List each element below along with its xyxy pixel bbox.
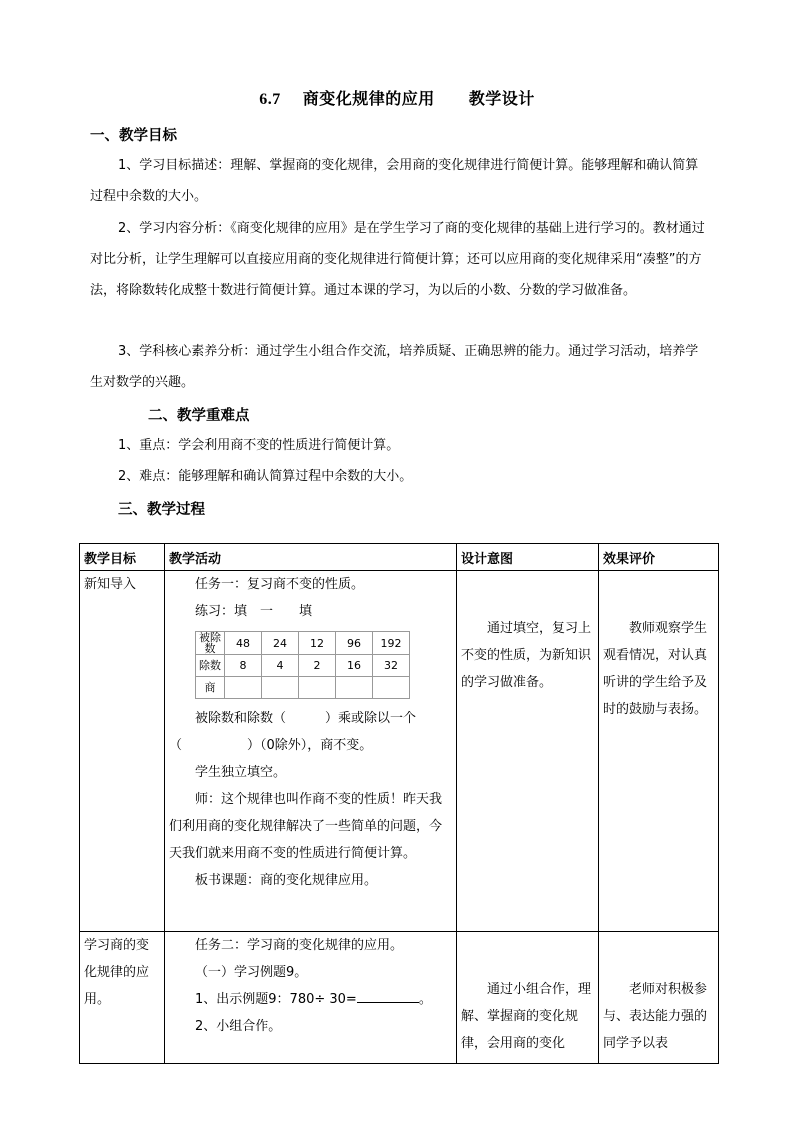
title-name: 商变化规律的应用 (302, 89, 435, 108)
row2-goal: 学习商的变化规律的应用。 (80, 932, 165, 1064)
fill-cell: 96 (336, 632, 373, 655)
fill-label: 商 (196, 677, 225, 699)
row2-evaluation: 老师对积极参与、表达能力强的同学予以表 (599, 932, 719, 1064)
objective-3: 3、学科核心素养分析：通过学生小组合作交流，培养质疑、正确思辨的能力。通过学习活动，培养学生对数学的兴趣。 (90, 344, 699, 390)
row2-intent: 通过小组合作，理解、掌握商的变化规律，会用商的变化 (457, 932, 599, 1064)
row2-activity (165, 932, 457, 1064)
title-number: 6.7 (259, 91, 281, 108)
row2-line: 任务二：学习商的变化规律的应用。 (195, 938, 404, 953)
objective-1: 1、学习目标描述：理解、掌握商的变化规律，会用商的变化规律进行简便计算。能够理解和确认简算过程中余数的大小。 (90, 158, 699, 204)
row1-line: 师：这个规律也叫作商不变的性质！昨天我们利用商的变化规律解决了一些简单的问题，今天我们就来用商不变的性质进行简便计算。 (169, 792, 443, 861)
fill-blank-cell (336, 677, 373, 699)
section-heading-process: 三、教学过程 (118, 502, 205, 518)
fill-in-table (195, 631, 410, 699)
row2-line: 2、小组合作。 (195, 1019, 282, 1034)
example-9-expression: 1、出示例题9：780÷ 30= (195, 992, 357, 1007)
fill-cell: 4 (262, 655, 299, 677)
section-heading-key-points: 二、教学重难点 (148, 408, 250, 424)
fill-cell: 48 (225, 632, 262, 655)
table-row (80, 571, 719, 932)
fill-label: 除数 (196, 655, 225, 677)
row2-line: （一）学习例题9。 (195, 965, 308, 980)
section-heading-objectives: 一、教学目标 (90, 128, 177, 144)
fill-blank-cell (299, 677, 336, 699)
fill-cell: 24 (262, 632, 299, 655)
row1-line: 学生独立填空。 (195, 765, 287, 780)
row1-line: 练习：填 一 填 (195, 604, 313, 619)
fill-blank-cell (262, 677, 299, 699)
row1-line: （ ）（0除外），商不变。 (169, 738, 373, 753)
header-evaluation: 效果评价 (599, 544, 719, 571)
example-9-period: 。 (418, 992, 432, 1007)
row1-activity (165, 571, 457, 932)
teaching-process-table (79, 543, 719, 1064)
row1-intent: 通过填空，复习上不变的性质，为新知识的学习做准备。 (457, 571, 599, 932)
table-row (80, 932, 719, 1064)
fill-row-quotient (196, 677, 410, 699)
fill-label: 被除数 (196, 632, 225, 655)
document-title (0, 86, 794, 109)
fill-cell: 16 (336, 655, 373, 677)
fill-row-dividend (196, 632, 410, 655)
row1-line: 被除数和除数（ ）乘或除以一个 (195, 711, 417, 726)
fill-cell: 192 (373, 632, 410, 655)
header-goal: 教学目标 (80, 544, 165, 571)
table-header-row (80, 544, 719, 571)
objective-2: 2、学习内容分析：《商变化规律的应用》是在学生学习了商的变化规律的基础上进行学习的。教材通过对比分析，让学生理解可以直接应用商的变化规律进行简便计算；还可以应用商的变化规律采用“凑整”的方法，将除数转化成整十数进行简便计算。通过本课的学习，为以后的小数、分数的学习做准备。 (90, 221, 705, 298)
row2-line (169, 986, 452, 1013)
row1-line: 任务一：复习商不变的性质。 (195, 577, 365, 592)
fill-cell: 2 (299, 655, 336, 677)
fill-row-divisor (196, 655, 410, 677)
row1-line: 板书课题：商的变化规律应用。 (195, 873, 378, 888)
fill-blank-cell (225, 677, 262, 699)
title-suffix: 教学设计 (468, 89, 535, 108)
header-activity: 教学活动 (165, 544, 457, 571)
key-point-2: 2、难点：能够理解和确认简算过程中余数的大小。 (118, 469, 413, 484)
row1-evaluation: 教师观察学生观看情况，对认真听讲的学生给予及时的鼓励与表扬。 (599, 571, 719, 932)
fill-cell: 32 (373, 655, 410, 677)
header-intent: 设计意图 (457, 544, 599, 571)
row1-goal: 新知导入 (80, 571, 165, 932)
fill-blank-cell (373, 677, 410, 699)
fill-cell: 12 (299, 632, 336, 655)
key-point-1: 1、重点：学会利用商不变的性质进行简便计算。 (118, 438, 400, 453)
fill-cell: 8 (225, 655, 262, 677)
answer-blank (357, 990, 419, 1003)
